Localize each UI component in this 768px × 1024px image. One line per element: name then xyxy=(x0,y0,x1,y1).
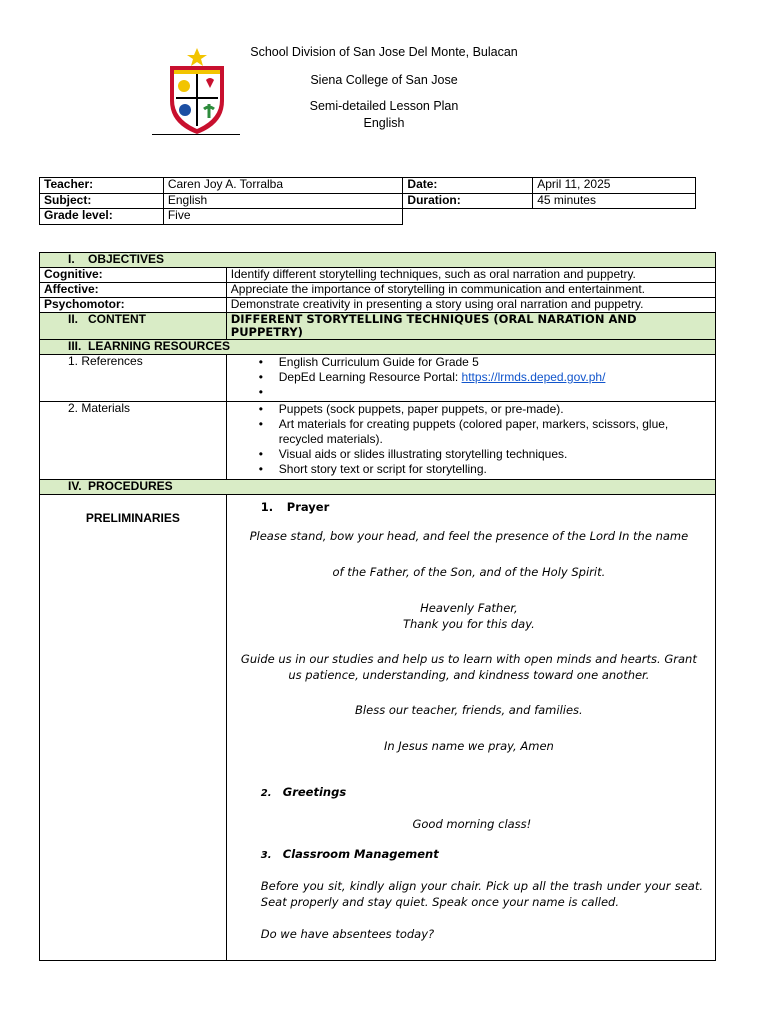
list-item: • Puppets (sock puppets, paper puppets, or pre-made). xyxy=(259,402,711,417)
document-header xyxy=(0,0,768,140)
resources-title: LEARNING RESOURCES xyxy=(88,339,231,353)
header-subject: English xyxy=(363,116,405,130)
list-item: • Art materials for creating puppets (colored paper, markers, scissors, glue, recycled materials). xyxy=(259,417,711,447)
materials-list xyxy=(231,402,711,477)
prayer-line: Heavenly Father, xyxy=(420,601,518,615)
date-label: Date: xyxy=(403,178,533,194)
classroom-management-heading: 3. Classroom Management xyxy=(260,847,439,861)
list-item: • DepEd Learning Resource Portal: https://lrmds.deped.gov.ph/ xyxy=(259,370,711,385)
list-item: • English Curriculum Guide for Grade 5 xyxy=(259,355,711,370)
list-item: • Visual aids or slides illustrating storytelling techniques. xyxy=(259,447,711,462)
section-number: IV. xyxy=(68,479,82,493)
subject-label: Subject: xyxy=(40,193,164,209)
plan-type: Semi-detailed Lesson Plan xyxy=(309,99,459,113)
grade-value: Five xyxy=(163,209,403,225)
section-number: II. xyxy=(68,312,79,326)
prayer-line: Please stand, bow your head, and feel the presence of the Lord In the name xyxy=(249,529,689,543)
section-number: III. xyxy=(68,339,82,353)
prayer-line: Thank you for this day. xyxy=(402,617,535,631)
psychomotor-label: Psychomotor: xyxy=(40,298,227,313)
prayer-line: In Jesus name we pray, Amen xyxy=(383,739,554,753)
references-row xyxy=(40,355,716,402)
teacher-value: Caren Joy A. Torralba xyxy=(163,178,403,194)
section-number: I. xyxy=(68,252,75,266)
duration-label: Duration: xyxy=(403,193,533,209)
affective-value: Appreciate the importance of storytelling in communication and entertainment. xyxy=(226,283,715,298)
affective-row xyxy=(40,283,716,298)
cognitive-label: Cognitive: xyxy=(40,268,227,283)
greetings-heading: 2. Greetings xyxy=(260,785,347,799)
portal-link[interactable]: https://lrmds.deped.gov.ph/ xyxy=(461,370,606,384)
materials-label: 2. Materials xyxy=(40,402,227,480)
materials-row xyxy=(40,402,716,480)
resources-header-row xyxy=(40,340,716,355)
procedures-title: PROCEDURES xyxy=(88,479,173,493)
duration-value: 45 minutes xyxy=(533,193,696,209)
division-name: School Division of San Jose Del Monte, Bulacan xyxy=(250,45,518,59)
references-label: 1. References xyxy=(40,355,227,402)
greetings-text: Good morning class! xyxy=(412,817,532,831)
absentees-question: Do we have absentees today? xyxy=(260,927,435,941)
subject-value: English xyxy=(163,193,403,209)
teacher-label: Teacher: xyxy=(40,178,164,194)
list-item: • Short story text or script for storytelling. xyxy=(259,462,711,477)
school-name: Siena College of San Jose xyxy=(310,73,458,87)
preliminaries-label: PRELIMINARIES xyxy=(40,495,227,961)
affective-label: Affective: xyxy=(40,283,227,298)
info-table xyxy=(39,177,696,225)
objectives-title: OBJECTIVES xyxy=(88,252,165,266)
info-row-grade xyxy=(40,209,696,225)
logo-underline xyxy=(152,134,240,135)
lesson-plan-table xyxy=(39,252,716,961)
cognitive-row xyxy=(40,268,716,283)
prayer-line: Bless our teacher, friends, and families. xyxy=(355,703,583,717)
preliminaries-row xyxy=(40,495,716,961)
content-row xyxy=(40,313,716,340)
content-text: DIFFERENT STORYTELLING TECHNIQUES (ORAL NARATION AND PUPPETRY) xyxy=(226,313,715,340)
psychomotor-row xyxy=(40,298,716,313)
date-value: April 11, 2025 xyxy=(533,178,696,194)
procedures-header-row xyxy=(40,480,716,495)
prayer-line: Guide us in our studies and help us to learn with open minds and hearts. Grant us patience, understanding, and kindness toward one another. xyxy=(240,652,697,682)
prayer-line: of the Father, of the Son, and of the Holy Spirit. xyxy=(332,565,606,579)
content-title: CONTENT xyxy=(88,312,146,326)
prayer-heading: 1. Prayer xyxy=(260,500,330,514)
info-row-teacher xyxy=(40,178,696,194)
classroom-management-text: Before you sit, kindly align your chair. Pick up all the trash under your seat. Seat properly and stay quiet. Speak once your name is called. xyxy=(260,879,703,909)
psychomotor-value: Demonstrate creativity in presenting a story using oral narration and puppetry. xyxy=(226,298,715,313)
info-row-subject xyxy=(40,193,696,209)
objectives-header-row xyxy=(40,253,716,268)
cognitive-value: Identify different storytelling techniques, such as oral narration and puppetry. xyxy=(226,268,715,283)
grade-label: Grade level: xyxy=(40,209,164,225)
references-list xyxy=(231,355,711,385)
